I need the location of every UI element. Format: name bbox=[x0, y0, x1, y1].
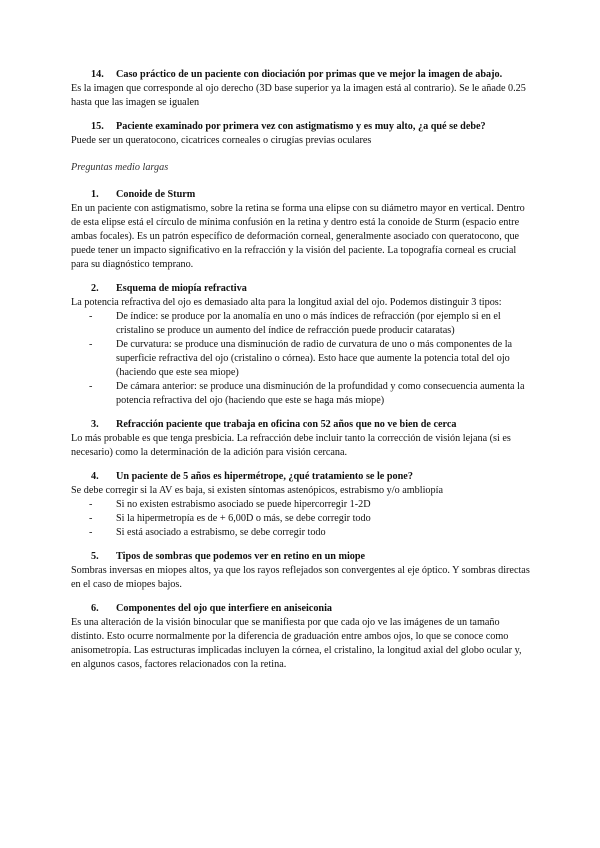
medium-6-answer: Es una alteración de la visión binocular que se manifiesta por que cada ojo ve las imágenes de un tamaño distinto. Esto ocurre normalmente por la diferencia de graduación entre ambos ojos, lo que se conoce como anisometropía. Las estructuras implicadas incluyen la córnea, el cristalino, la longitud axial del globo ocular y, en algunos casos, factores relacionados con la retina. bbox=[71, 617, 522, 670]
list-item: - Si no existen estrabismo asociado se puede hipercorregir 1-2D bbox=[89, 499, 371, 510]
medium-3-heading bbox=[91, 418, 531, 432]
list-item: - Si la hipermetropía es de + 6,00D o más, se debe corregir todo bbox=[89, 513, 371, 524]
medium-1-heading bbox=[91, 188, 531, 202]
question-title: Esquema de miopía refractiva bbox=[116, 283, 247, 294]
question-title: Caso práctico de un paciente con diociación por primas que ve mejor la imagen de abajo. bbox=[116, 69, 503, 80]
question-14-heading bbox=[91, 68, 531, 82]
question-15-answer: Puede ser un queratocono, cicatrices corneales o cirugías previas oculares bbox=[71, 135, 372, 146]
list-item: - De cámara anterior: se produce una disminución de la profundidad y como consecuencia aumenta la potencia refractiva del ojo (haciendo que este se haga más miope) bbox=[89, 381, 525, 406]
medium-2-list bbox=[71, 310, 531, 408]
medium-5-heading bbox=[91, 550, 531, 564]
list-item: - Si está asociado a estrabismo, se debe corregir todo bbox=[89, 527, 326, 538]
question-number: 1. bbox=[91, 189, 99, 200]
medium-2-answer: La potencia refractiva del ojo es demasiado alta para la longitud axial del ojo. Podemos distinguir 3 tipos: bbox=[71, 297, 502, 308]
question-number: 4. bbox=[91, 471, 99, 482]
list-item: - De curvatura: se produce una disminución de radio de curvatura de uno o más componentes de la superficie refractiva del ojo (cristalino o córnea). Esto hace que aumente la potencia total del ojo (haciendo que este sea miope) bbox=[89, 339, 513, 378]
question-number: 6. bbox=[91, 603, 99, 614]
document-body bbox=[71, 68, 531, 672]
section-title: Preguntas medio largas bbox=[71, 162, 169, 173]
medium-3-answer: Lo más probable es que tenga presbicia. La refracción debe incluir tanto la corrección de visión lejana (si es necesario) como la determinación de la adición para visión cercana. bbox=[71, 433, 511, 458]
question-title: Componentes del ojo que interfiere en aniseiconia bbox=[116, 603, 332, 614]
medium-5-answer: Sombras inversas en miopes altos, ya que los rayos reflejados son convergentes al eje óptico. Y sombras directas en el caso de miopes bajos. bbox=[71, 565, 530, 590]
question-title: Un paciente de 5 años es hipermétrope, ¿qué tratamiento se le pone? bbox=[116, 471, 413, 482]
medium-4-heading bbox=[91, 470, 531, 484]
medium-6-heading bbox=[91, 602, 531, 616]
medium-1-answer: En un paciente con astigmatismo, sobre la retina se forma una elipse con su diámetro mayor en vertical. Dentro de esta elipse está el círculo de mínima confusión en la retina y dentro está la conoide de Sturm (espacio entre ambas focales). Es un patrón específico de deformación corneal, generalmente asociado con queratocono, que puede tener un impacto significativo en la refracción y la visión del paciente. La topografía corneal es crucial para su diagnóstico temprano. bbox=[71, 203, 525, 270]
medium-4-list bbox=[71, 498, 531, 540]
question-title: Refracción paciente que trabaja en oficina con 52 años que no ve bien de cerca bbox=[116, 419, 457, 430]
question-number: 15. bbox=[91, 121, 104, 132]
question-title: Tipos de sombras que podemos ver en retino en un miope bbox=[116, 551, 366, 562]
question-number: 14. bbox=[91, 69, 104, 80]
question-14-answer: Es la imagen que corresponde al ojo derecho (3D base superior ya la imagen está al contrario). Se le añade 0.25 hasta que las imagen se igualen bbox=[71, 83, 526, 108]
question-title: Paciente examinado por primera vez con astigmatismo y es muy alto, ¿a qué se debe? bbox=[116, 121, 486, 132]
list-item: - De índice: se produce por la anomalía en uno o más índices de refracción (por ejemplo si en el cristalino se produce un aumento del índice de refracción puede producir cataratas) bbox=[89, 311, 501, 336]
question-number: 5. bbox=[91, 551, 99, 562]
medium-4-answer: Se debe corregir si la AV es baja, si existen síntomas astenópicos, estrabismo y/o ambliopía bbox=[71, 485, 443, 496]
medium-2-heading bbox=[91, 282, 531, 296]
question-number: 2. bbox=[91, 283, 99, 294]
question-number: 3. bbox=[91, 419, 99, 430]
question-15-heading bbox=[91, 120, 531, 134]
question-title: Conoide de Sturm bbox=[116, 189, 196, 200]
